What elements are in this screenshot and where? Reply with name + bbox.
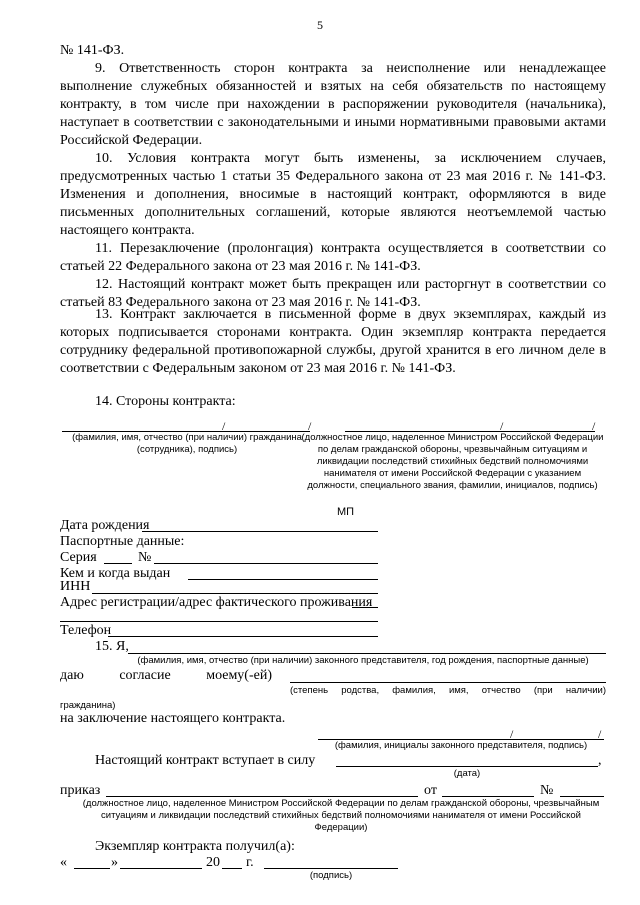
order-date-field[interactable]: [442, 796, 534, 797]
representative-signature-caption: (фамилия, инициалы законного представителя, подпись): [334, 740, 588, 751]
passport-label: Паспортные данные:: [60, 534, 185, 549]
receipt-text: Экземпляр контракта получил(а):: [95, 839, 295, 854]
phone-field[interactable]: [108, 636, 378, 637]
kinship-field[interactable]: [290, 682, 606, 683]
caption-word: имя,: [448, 685, 469, 696]
signature-separator: /: [308, 419, 312, 433]
clause-13: 13. Контракт заключается в письменной форме в двух экземплярах, каждый из которых подписывается сторонами контракта. Один экземпляр контракта передается сотруднику федеральной противопожарной службы, другой хранится в его личном деле в соответствии с Федеральным законом от 23 мая 2016 г. № 141-ФЗ.: [60, 307, 606, 376]
order-field[interactable]: [106, 796, 418, 797]
signature-separator: /: [222, 419, 226, 433]
employer-signature-caption: (должностное лицо, наделенное Министром Российской Федерации по делам гражданской обороны, чрезвычайным ситуациям и ликвидации последствий стихийных бедствий полномочиями нанимателя от имени Российской Федерации с указанием должности, специального звания, фамилии, инициалов, подпись): [301, 432, 604, 491]
receipt-signature-caption: (подпись): [309, 870, 353, 881]
clause-9: 9. Ответственность сторон контракта за неисполнение или ненадлежащее выполнение служебных обязанностей и взятых на себя обязательств по настоящему контракту, в том числе при нахождении в распоряжении руководителя (начальника), наступает в соответствии с законодательными и иными нормативными правовыми актами Российской Федерации.: [60, 61, 606, 148]
effective-text: Настоящий контракт вступает в силу: [95, 753, 316, 768]
representative-caption: (фамилия, имя, отчество (при наличии) законного представителя, год рождения, паспортные данные): [137, 655, 589, 666]
clause-10: 10. Условия контракта могут быть изменены, за исключением случаев, предусмотренных частью 1 статьи 35 Федерального закона от 23 мая 2016 г. № 141-ФЗ. Изменения и дополнения, вносимые в настоящий контракт, оформляются в виде письменных дополнительных соглашений, которые являются неотъемлемой частью настоящего контракта.: [60, 151, 606, 238]
issued-field[interactable]: [188, 579, 378, 580]
receipt-year-field[interactable]: [222, 868, 242, 869]
clause-14: 14. Стороны контракта:: [95, 394, 236, 409]
receipt-day-field[interactable]: [74, 868, 110, 869]
caption-word: наличии): [565, 685, 606, 696]
consent-line: [60, 668, 272, 684]
kinship-caption: [290, 685, 606, 696]
paragraph-continuation: № 141-ФЗ.: [60, 43, 125, 58]
signature-separator: /: [592, 419, 596, 433]
caption-word: фамилия,: [392, 685, 436, 696]
clause-15-label: 15. Я,: [95, 639, 129, 654]
birth-date-label: Дата рождения: [60, 518, 150, 533]
order-number-field[interactable]: [560, 796, 604, 797]
date-caption: (дата): [453, 768, 481, 779]
address-label: Адрес регистрации/адрес фактического проживания: [60, 595, 373, 610]
order-label: приказ: [60, 783, 101, 798]
birth-date-field[interactable]: [142, 531, 378, 532]
caption-word: отчество: [481, 685, 521, 696]
consent-word: согласие: [119, 668, 171, 683]
receipt-year-suffix: г.: [246, 855, 254, 870]
receipt-signature-field[interactable]: [264, 868, 398, 869]
consent-word: даю: [60, 668, 84, 683]
issued-label: Кем и когда выдан: [60, 566, 171, 581]
number-field[interactable]: [154, 563, 378, 564]
quote-close: »: [111, 855, 118, 870]
inn-label: ИНН: [60, 579, 91, 594]
phone-label: Телефон: [60, 623, 112, 638]
order-caption: (должностное лицо, наделенное Министром Российской Федерации по делам гражданской обороны, чрезвычайным ситуациям и ликвидации последствий стихийных бедствий полномочиями нанимателя от имени Российской Федерации): [82, 798, 600, 833]
page-number: 5: [317, 18, 323, 32]
signature-separator: /: [510, 727, 514, 741]
receipt-year-prefix: 20: [206, 855, 220, 870]
effective-date-field[interactable]: [336, 766, 598, 767]
caption-word: (степень: [290, 685, 329, 696]
number-label: №: [138, 550, 152, 565]
employee-signature-caption: (фамилия, имя, отчество (при наличии) гражданина (сотрудника), подпись): [72, 432, 302, 455]
clause-11: 11. Перезаключение (пролонгация) контракта осуществляется в соответствии со статьей 22 Федерального закона от 23 мая 2016 г. № 141-ФЗ.: [60, 241, 606, 274]
series-label: Серия: [60, 550, 97, 565]
series-field[interactable]: [104, 563, 132, 564]
consent-word: моему(-ей): [206, 668, 272, 683]
signature-separator: /: [598, 727, 602, 741]
caption-word: (при: [533, 685, 553, 696]
receipt-month-field[interactable]: [120, 868, 202, 869]
kinship-caption-tail: гражданина): [60, 700, 116, 711]
conclusion-text: на заключение настоящего контракта.: [60, 711, 286, 726]
caption-word: родства,: [341, 685, 380, 696]
signature-separator: /: [500, 419, 504, 433]
order-number-label: №: [540, 783, 554, 798]
clause-12: 12. Настоящий контракт может быть прекращен или расторгнут в соответствии со статьей 83 Федерального закона от 23 мая 2016 г. № 141-ФЗ.: [60, 277, 606, 310]
representative-field[interactable]: [128, 653, 606, 654]
order-date-label: от: [424, 783, 437, 798]
quote-open: «: [60, 855, 67, 870]
effective-comma: ,: [598, 753, 602, 768]
address-field[interactable]: [352, 607, 378, 608]
seal-mark: МП: [337, 506, 355, 518]
